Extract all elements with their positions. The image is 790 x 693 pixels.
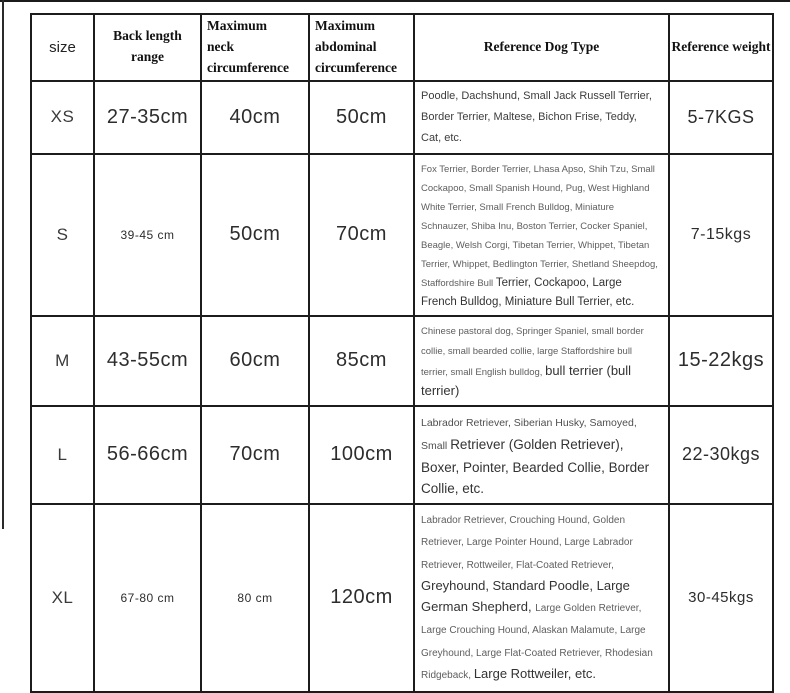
abdominal-circumference-value: 70cm — [309, 154, 414, 316]
reference-weight-value: 5-7KGS — [669, 81, 773, 154]
header-reference-dog-type: Reference Dog Type — [414, 14, 669, 81]
page-left-border — [2, 0, 4, 529]
size-label: XL — [31, 504, 94, 692]
reference-dog-type: Labrador Retriever, Siberian Husky, Samoyed, Small Retriever (Golden Retriever), Boxer, Pointer, Bearded Collie, Border Collie, etc. — [414, 406, 669, 504]
header-back-length: Back length range — [94, 14, 201, 81]
back-length-value: 27-35cm — [94, 81, 201, 154]
size-label: S — [31, 154, 94, 316]
abdominal-circumference-value: 50cm — [309, 81, 414, 154]
table-row-l — [31, 406, 773, 504]
neck-circumference-value: 50cm — [201, 154, 309, 316]
header-neck-circumference: Maximum neck circumference — [201, 14, 309, 81]
reference-weight-value: 30-45kgs — [669, 504, 773, 692]
neck-circumference-value: 80 cm — [201, 504, 309, 692]
abdominal-circumference-value: 85cm — [309, 316, 414, 406]
reference-dog-type: Poodle, Dachshund, Small Jack Russell Terrier, Border Terrier, Maltese, Bichon Frise, Teddy, Cat, etc. — [414, 81, 669, 154]
dog-size-chart-table — [30, 13, 774, 693]
abdominal-circumference-value: 100cm — [309, 406, 414, 504]
reference-dog-type: Chinese pastoral dog, Springer Spaniel, small border collie, small bearded collie, large Staffordshire bull terrier, small English bulldog, bull terrier (bull terrier) — [414, 316, 669, 406]
size-label: M — [31, 316, 94, 406]
neck-circumference-value: 40cm — [201, 81, 309, 154]
table-row-xl — [31, 504, 773, 692]
abdominal-circumference-value: 120cm — [309, 504, 414, 692]
back-length-value: 56-66cm — [94, 406, 201, 504]
reference-dog-type: Labrador Retriever, Crouching Hound, Golden Retriever, Large Pointer Hound, Large Labrador Retriever, Rottweiler, Flat-Coated Retriever, Greyhound, Standard Poodle, Large German Shepherd, Large Golden Retriever, Large Crouching Hound, Alaskan Malamute, Large Greyhound, Large Flat-Coated Retriever, Rhodesian Ridgeback, Large Rottweiler, etc. — [414, 504, 669, 692]
neck-circumference-value: 60cm — [201, 316, 309, 406]
size-label: XS — [31, 81, 94, 154]
reference-weight-value: 22-30kgs — [669, 406, 773, 504]
reference-weight-value: 7-15kgs — [669, 154, 773, 316]
reference-dog-type: Fox Terrier, Border Terrier, Lhasa Apso, Shih Tzu, Small Cockapoo, Small Spanish Hound, Pug, West Highland White Terrier, Small French Bulldog, Miniature Schnauzer, Shiba Inu, Boston Terrier, Cocker Spaniel, Beagle, Welsh Corgi, Tibetan Terrier, Whippet, Tibetan Terrier, Whippet, Bedlington Terrier, Shetland Sheepdog, Staffordshire Bull Terrier, Cockapoo, Large French Bulldog, Miniature Bull Terrier, etc. — [414, 154, 669, 316]
size-label: L — [31, 406, 94, 504]
reference-weight-value: 15-22kgs — [669, 316, 773, 406]
back-length-value: 39-45 cm — [94, 154, 201, 316]
header-size: size — [31, 14, 94, 81]
page-top-border — [0, 0, 790, 2]
back-length-value: 43-55cm — [94, 316, 201, 406]
header-reference-weight: Reference weight — [669, 14, 773, 81]
table-row-xs — [31, 81, 773, 154]
back-length-value: 67-80 cm — [94, 504, 201, 692]
header-row — [31, 14, 773, 81]
header-abdominal-circumference: Maximum abdominal circumference — [309, 14, 414, 81]
neck-circumference-value: 70cm — [201, 406, 309, 504]
table-row-s — [31, 154, 773, 316]
table-row-m — [31, 316, 773, 406]
